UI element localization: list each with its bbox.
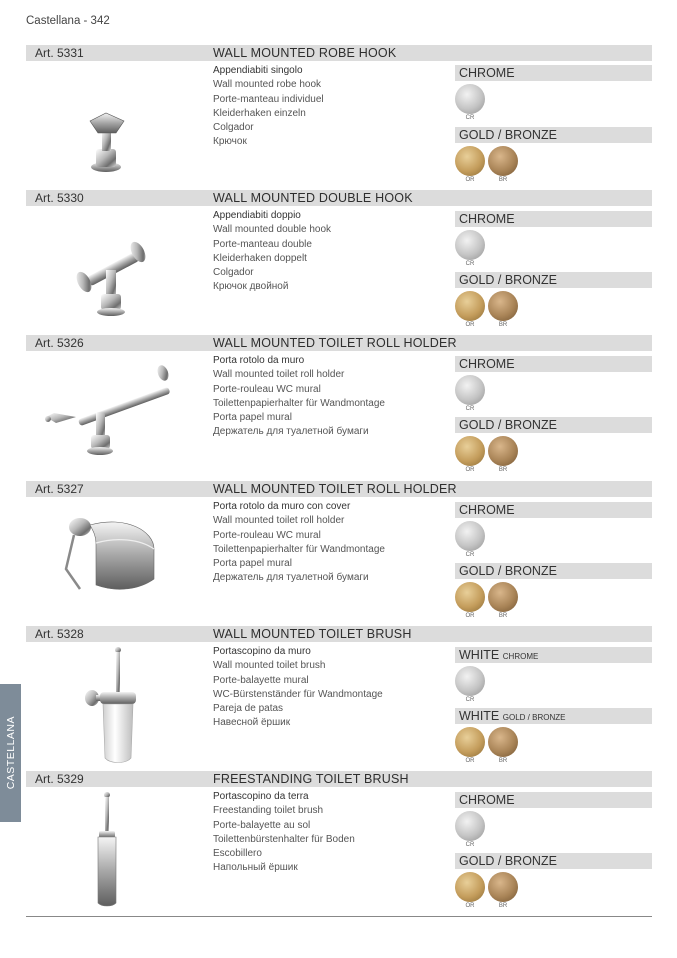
product-image bbox=[36, 791, 206, 911]
desc-line: Kleiderhaken einzeln bbox=[213, 107, 306, 119]
desc-line: Porta rotolo da muro bbox=[213, 355, 305, 366]
swatch-code: CR bbox=[465, 697, 475, 703]
desc-line: Toilettenpapierhalter für Wandmontage bbox=[213, 397, 385, 409]
desc-line: Wall mounted toilet brush bbox=[213, 660, 326, 672]
article-number: Art. 5326 bbox=[35, 336, 84, 350]
swatch-cr[interactable] bbox=[455, 811, 485, 841]
swatch-or[interactable] bbox=[455, 727, 485, 757]
desc-line: Colgador bbox=[213, 267, 254, 279]
swatch-code: BR bbox=[498, 467, 508, 473]
finish-header: WHITE CHROME bbox=[455, 647, 652, 663]
swatch-code: OR bbox=[465, 903, 475, 909]
product-title: WALL MOUNTED TOILET BRUSH bbox=[213, 627, 412, 641]
finish-gold-bronze bbox=[455, 417, 652, 479]
desc-line: Wall mounted double hook bbox=[213, 224, 332, 236]
desc-line: Porta rotolo da muro con cover bbox=[213, 501, 351, 512]
swatch-or[interactable] bbox=[455, 291, 485, 321]
swatch-code: OR bbox=[465, 613, 475, 619]
finish-header: CHROME bbox=[455, 502, 652, 518]
side-tab bbox=[0, 684, 21, 822]
finish-header: CHROME bbox=[455, 65, 652, 81]
desc-line: Крючок двойной bbox=[213, 281, 289, 293]
desc-line: Держатель для туалетной бумаги bbox=[213, 572, 369, 584]
product-image bbox=[36, 646, 206, 766]
desc-line: Porte-balayette mural bbox=[213, 674, 309, 686]
finish-header: GOLD / BRONZE bbox=[455, 563, 652, 579]
finish-gold-bronze bbox=[455, 853, 652, 915]
product-title: WALL MOUNTED ROBE HOOK bbox=[213, 46, 397, 60]
desc-line: Kleiderhaken doppelt bbox=[213, 252, 307, 264]
page-header: Castellana - 342 bbox=[26, 15, 110, 27]
product-description bbox=[213, 64, 449, 150]
finish-gold-bronze bbox=[455, 127, 652, 189]
finish-white-gold-bronze bbox=[455, 708, 652, 770]
product-description bbox=[213, 790, 449, 876]
product-description bbox=[213, 645, 449, 731]
desc-line: Wall mounted toilet roll holder bbox=[213, 369, 345, 381]
finish-chrome bbox=[455, 502, 652, 564]
finish-chrome bbox=[455, 356, 652, 418]
desc-line: Porta papel mural bbox=[213, 412, 292, 424]
finish-header: GOLD / BRONZE bbox=[455, 272, 652, 288]
swatch-code: BR bbox=[498, 177, 508, 183]
swatch-cr[interactable] bbox=[455, 375, 485, 405]
product-description bbox=[213, 209, 449, 295]
swatch-code: CR bbox=[465, 552, 475, 558]
swatch-code: BR bbox=[498, 322, 508, 328]
desc-line: WC-Bürstenständer für Wandmontage bbox=[213, 688, 383, 700]
desc-line: Portascopino da terra bbox=[213, 791, 309, 802]
product-5329 bbox=[26, 771, 652, 916]
finish-header: GOLD / BRONZE bbox=[455, 127, 652, 143]
finish-header: GOLD / BRONZE bbox=[455, 417, 652, 433]
product-description bbox=[213, 500, 449, 586]
swatch-code: CR bbox=[465, 115, 475, 121]
swatch-cr[interactable] bbox=[455, 230, 485, 260]
desc-line: Portascopino da muro bbox=[213, 646, 311, 657]
desc-line: Porte-manteau individuel bbox=[213, 93, 324, 105]
product-image bbox=[36, 505, 206, 615]
desc-line: Wall mounted toilet roll holder bbox=[213, 515, 345, 527]
desc-line: Toilettenbürstenhalter für Boden bbox=[213, 833, 355, 845]
swatch-code: BR bbox=[498, 758, 508, 764]
article-number: Art. 5331 bbox=[35, 46, 84, 60]
product-5331 bbox=[26, 45, 652, 190]
swatch-code: CR bbox=[465, 261, 475, 267]
finish-chrome bbox=[455, 792, 652, 854]
desc-line: Porta papel mural bbox=[213, 558, 292, 570]
desc-line: Porte-manteau double bbox=[213, 238, 312, 250]
desc-line: Appendiabiti doppio bbox=[213, 210, 301, 221]
swatch-code: OR bbox=[465, 322, 475, 328]
side-tab-label: CASTELLANA bbox=[4, 716, 17, 790]
product-5328 bbox=[26, 626, 652, 771]
product-title: WALL MOUNTED DOUBLE HOOK bbox=[213, 191, 413, 205]
desc-line: Colgador bbox=[213, 122, 254, 134]
swatch-code: OR bbox=[465, 758, 475, 764]
footer-divider bbox=[26, 916, 652, 917]
product-5327 bbox=[26, 481, 652, 626]
finish-chrome bbox=[455, 211, 652, 273]
swatch-br[interactable] bbox=[488, 727, 518, 757]
finish-chrome bbox=[455, 65, 652, 127]
desc-line: Porte-rouleau WC mural bbox=[213, 529, 321, 541]
desc-line: Держатель для туалетной бумаги bbox=[213, 426, 369, 438]
finish-white-chrome bbox=[455, 647, 652, 709]
product-title: WALL MOUNTED TOILET ROLL HOLDER bbox=[213, 336, 457, 350]
swatch-code: CR bbox=[465, 842, 475, 848]
swatch-code: BR bbox=[498, 903, 508, 909]
desc-line: Wall mounted robe hook bbox=[213, 79, 322, 91]
swatch-br[interactable] bbox=[488, 582, 518, 612]
product-5326 bbox=[26, 335, 652, 480]
finish-gold-bronze bbox=[455, 272, 652, 334]
swatch-code: BR bbox=[498, 613, 508, 619]
finish-gold-bronze bbox=[455, 563, 652, 625]
finish-header: WHITE GOLD / BRONZE bbox=[455, 708, 652, 724]
swatch-cr[interactable] bbox=[455, 521, 485, 551]
desc-line: Напольный ёршик bbox=[213, 862, 298, 874]
article-number: Art. 5329 bbox=[35, 772, 84, 786]
desc-line: Toilettenpapierhalter für Wandmontage bbox=[213, 543, 385, 555]
desc-line: Appendiabiti singolo bbox=[213, 65, 303, 76]
desc-line: Pareja de patas bbox=[213, 703, 284, 715]
swatch-br[interactable] bbox=[488, 146, 518, 176]
product-image bbox=[36, 214, 206, 324]
product-title: WALL MOUNTED TOILET ROLL HOLDER bbox=[213, 482, 457, 496]
swatch-cr[interactable] bbox=[455, 666, 485, 696]
desc-line: Escobillero bbox=[213, 848, 262, 860]
finish-header: GOLD / BRONZE bbox=[455, 853, 652, 869]
finish-header: CHROME bbox=[455, 792, 652, 808]
article-number: Art. 5328 bbox=[35, 627, 84, 641]
swatch-or[interactable] bbox=[455, 436, 485, 466]
product-5330 bbox=[26, 190, 652, 335]
product-image bbox=[36, 69, 206, 179]
product-description bbox=[213, 354, 449, 440]
swatch-code: OR bbox=[465, 177, 475, 183]
finish-header: CHROME bbox=[455, 211, 652, 227]
desc-line: Навесной ёршик bbox=[213, 717, 291, 729]
finish-header: CHROME bbox=[455, 356, 652, 372]
swatch-br[interactable] bbox=[488, 291, 518, 321]
swatch-or[interactable] bbox=[455, 146, 485, 176]
swatch-br[interactable] bbox=[488, 436, 518, 466]
swatch-code: CR bbox=[465, 406, 475, 412]
article-number: Art. 5330 bbox=[35, 191, 84, 205]
article-number: Art. 5327 bbox=[35, 482, 84, 496]
swatch-code: OR bbox=[465, 467, 475, 473]
swatch-or[interactable] bbox=[455, 872, 485, 902]
desc-line: Porte-rouleau WC mural bbox=[213, 383, 321, 395]
desc-line: Porte-balayette au sol bbox=[213, 819, 311, 831]
desc-line: Крючок bbox=[213, 136, 247, 148]
swatch-cr[interactable] bbox=[455, 84, 485, 114]
product-image bbox=[36, 359, 206, 469]
desc-line: Freestanding toilet brush bbox=[213, 805, 324, 817]
swatch-or[interactable] bbox=[455, 582, 485, 612]
swatch-br[interactable] bbox=[488, 872, 518, 902]
product-title: FREESTANDING TOILET BRUSH bbox=[213, 772, 409, 786]
